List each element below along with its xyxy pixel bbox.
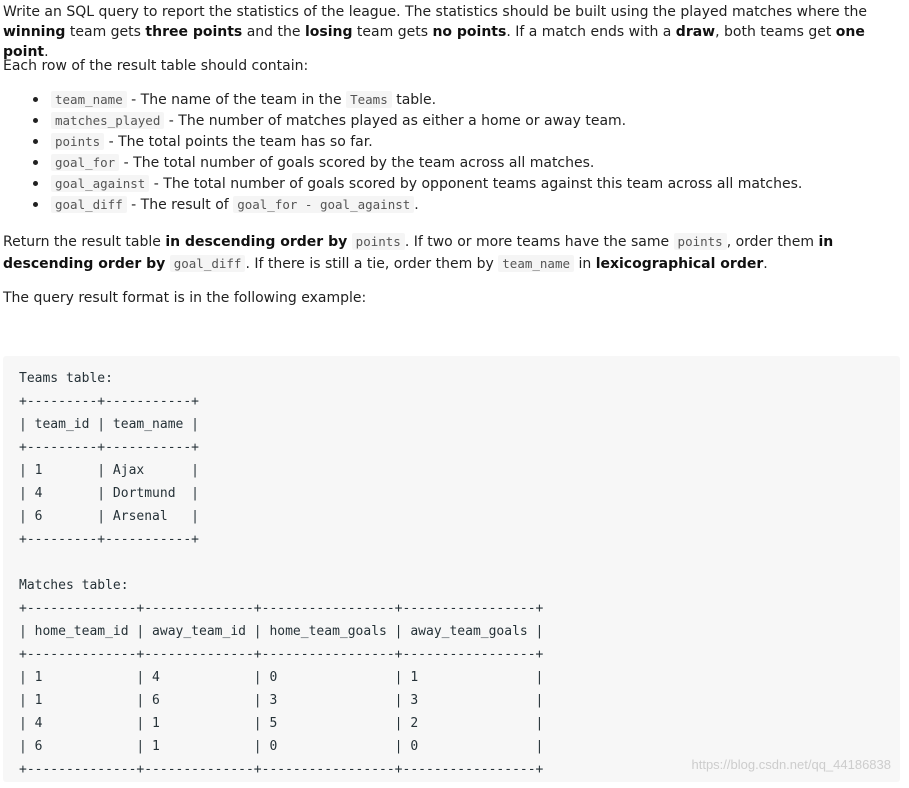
- teams-table: +---------+-----------+ | team_id | team_name | +---------+-----------+ | 1 | Ajax | | 4 | Dortmund | | 6 | Arsenal | +---------+-----------+: [19, 394, 200, 547]
- field-list: [3, 89, 802, 215]
- field-code: goal_diff: [51, 196, 127, 213]
- field-desc: table.: [391, 92, 437, 108]
- intro-text: team gets: [352, 24, 433, 40]
- intro-paragraph: [3, 2, 893, 62]
- order-text: , order them: [726, 234, 819, 250]
- field-desc: - The number of matches played as either a home or away team.: [164, 113, 627, 129]
- matches-table-label: Matches table:: [19, 578, 129, 593]
- intro-bold: three points: [145, 24, 243, 40]
- example-code-block: [3, 356, 900, 782]
- watermark: https://blog.csdn.net/qq_44186838: [691, 757, 891, 772]
- intro-text: and the: [242, 24, 305, 40]
- order-code: points: [674, 233, 727, 250]
- intro-bold: draw: [675, 24, 716, 40]
- row-intro: Each row of the result table should contain:: [3, 58, 309, 74]
- order-text: . If there is still a tie, order them by: [245, 256, 499, 272]
- field-desc: - The total number of goals scored by the team across all matches.: [119, 155, 595, 171]
- order-code: points: [352, 233, 405, 250]
- field-code: goal_for - goal_against: [233, 196, 414, 213]
- field-code: goal_for: [51, 154, 119, 171]
- order-bold: in descending order by: [3, 234, 834, 272]
- list-item: [51, 173, 802, 194]
- list-item: [51, 194, 802, 215]
- order-code: team_name: [498, 255, 574, 272]
- field-desc: - The total number of goals scored by opponent teams against this team across all matches.: [149, 176, 803, 192]
- order-text: . If two or more teams have the same: [404, 234, 674, 250]
- example-pre: [19, 367, 543, 781]
- intro-bold: losing: [304, 24, 353, 40]
- order-text: Return the result table: [3, 234, 166, 250]
- field-code: matches_played: [51, 112, 164, 129]
- teams-table-label: Teams table:: [19, 371, 113, 386]
- order-bold: lexicographical order: [595, 256, 764, 272]
- order-paragraph: [3, 231, 893, 275]
- order-text: in: [574, 256, 596, 272]
- field-desc: - The result of: [126, 197, 234, 213]
- format-intro: The query result format is in the following example:: [3, 290, 367, 306]
- list-item: [51, 131, 802, 152]
- intro-text: .: [44, 44, 49, 60]
- intro-text: , both teams get: [715, 24, 836, 40]
- list-item: [51, 110, 802, 131]
- field-code: team_name: [51, 91, 127, 108]
- matches-table: +--------------+--------------+-----------------+-----------------+ | home_team_id | away_team_id | home_team_goals | away_team_goals | +--------------+--------------+-----------------+-----------------+ | 1 | 4 | 0 | 1 | | 1 | 6 | 3 | 3 | | 4 | 1 | 5 | 2 | | 6 | 1 | 0 | 0 | +--------------+--------------+-----------------+-----------------+: [19, 601, 544, 777]
- field-code: points: [51, 133, 104, 150]
- order-code: goal_diff: [170, 255, 246, 272]
- list-item: [51, 89, 802, 110]
- intro-text: Write an SQL query to report the statistics of the league. The statistics should be built using the played matches where the: [3, 4, 868, 20]
- intro-bold: winning: [3, 24, 66, 40]
- intro-bold: no points: [432, 24, 507, 40]
- order-text: .: [763, 256, 768, 272]
- field-desc: - The total points the team has so far.: [104, 134, 373, 150]
- field-desc: .: [414, 197, 419, 213]
- field-code: Teams: [346, 91, 392, 108]
- order-bold: in descending order by: [165, 234, 348, 250]
- list-item: [51, 152, 802, 173]
- field-code: goal_against: [51, 175, 149, 192]
- intro-text: . If a match ends with a: [506, 24, 676, 40]
- intro-bold: one point: [3, 24, 865, 60]
- intro-text: team gets: [65, 24, 146, 40]
- field-desc: - The name of the team in the: [126, 92, 347, 108]
